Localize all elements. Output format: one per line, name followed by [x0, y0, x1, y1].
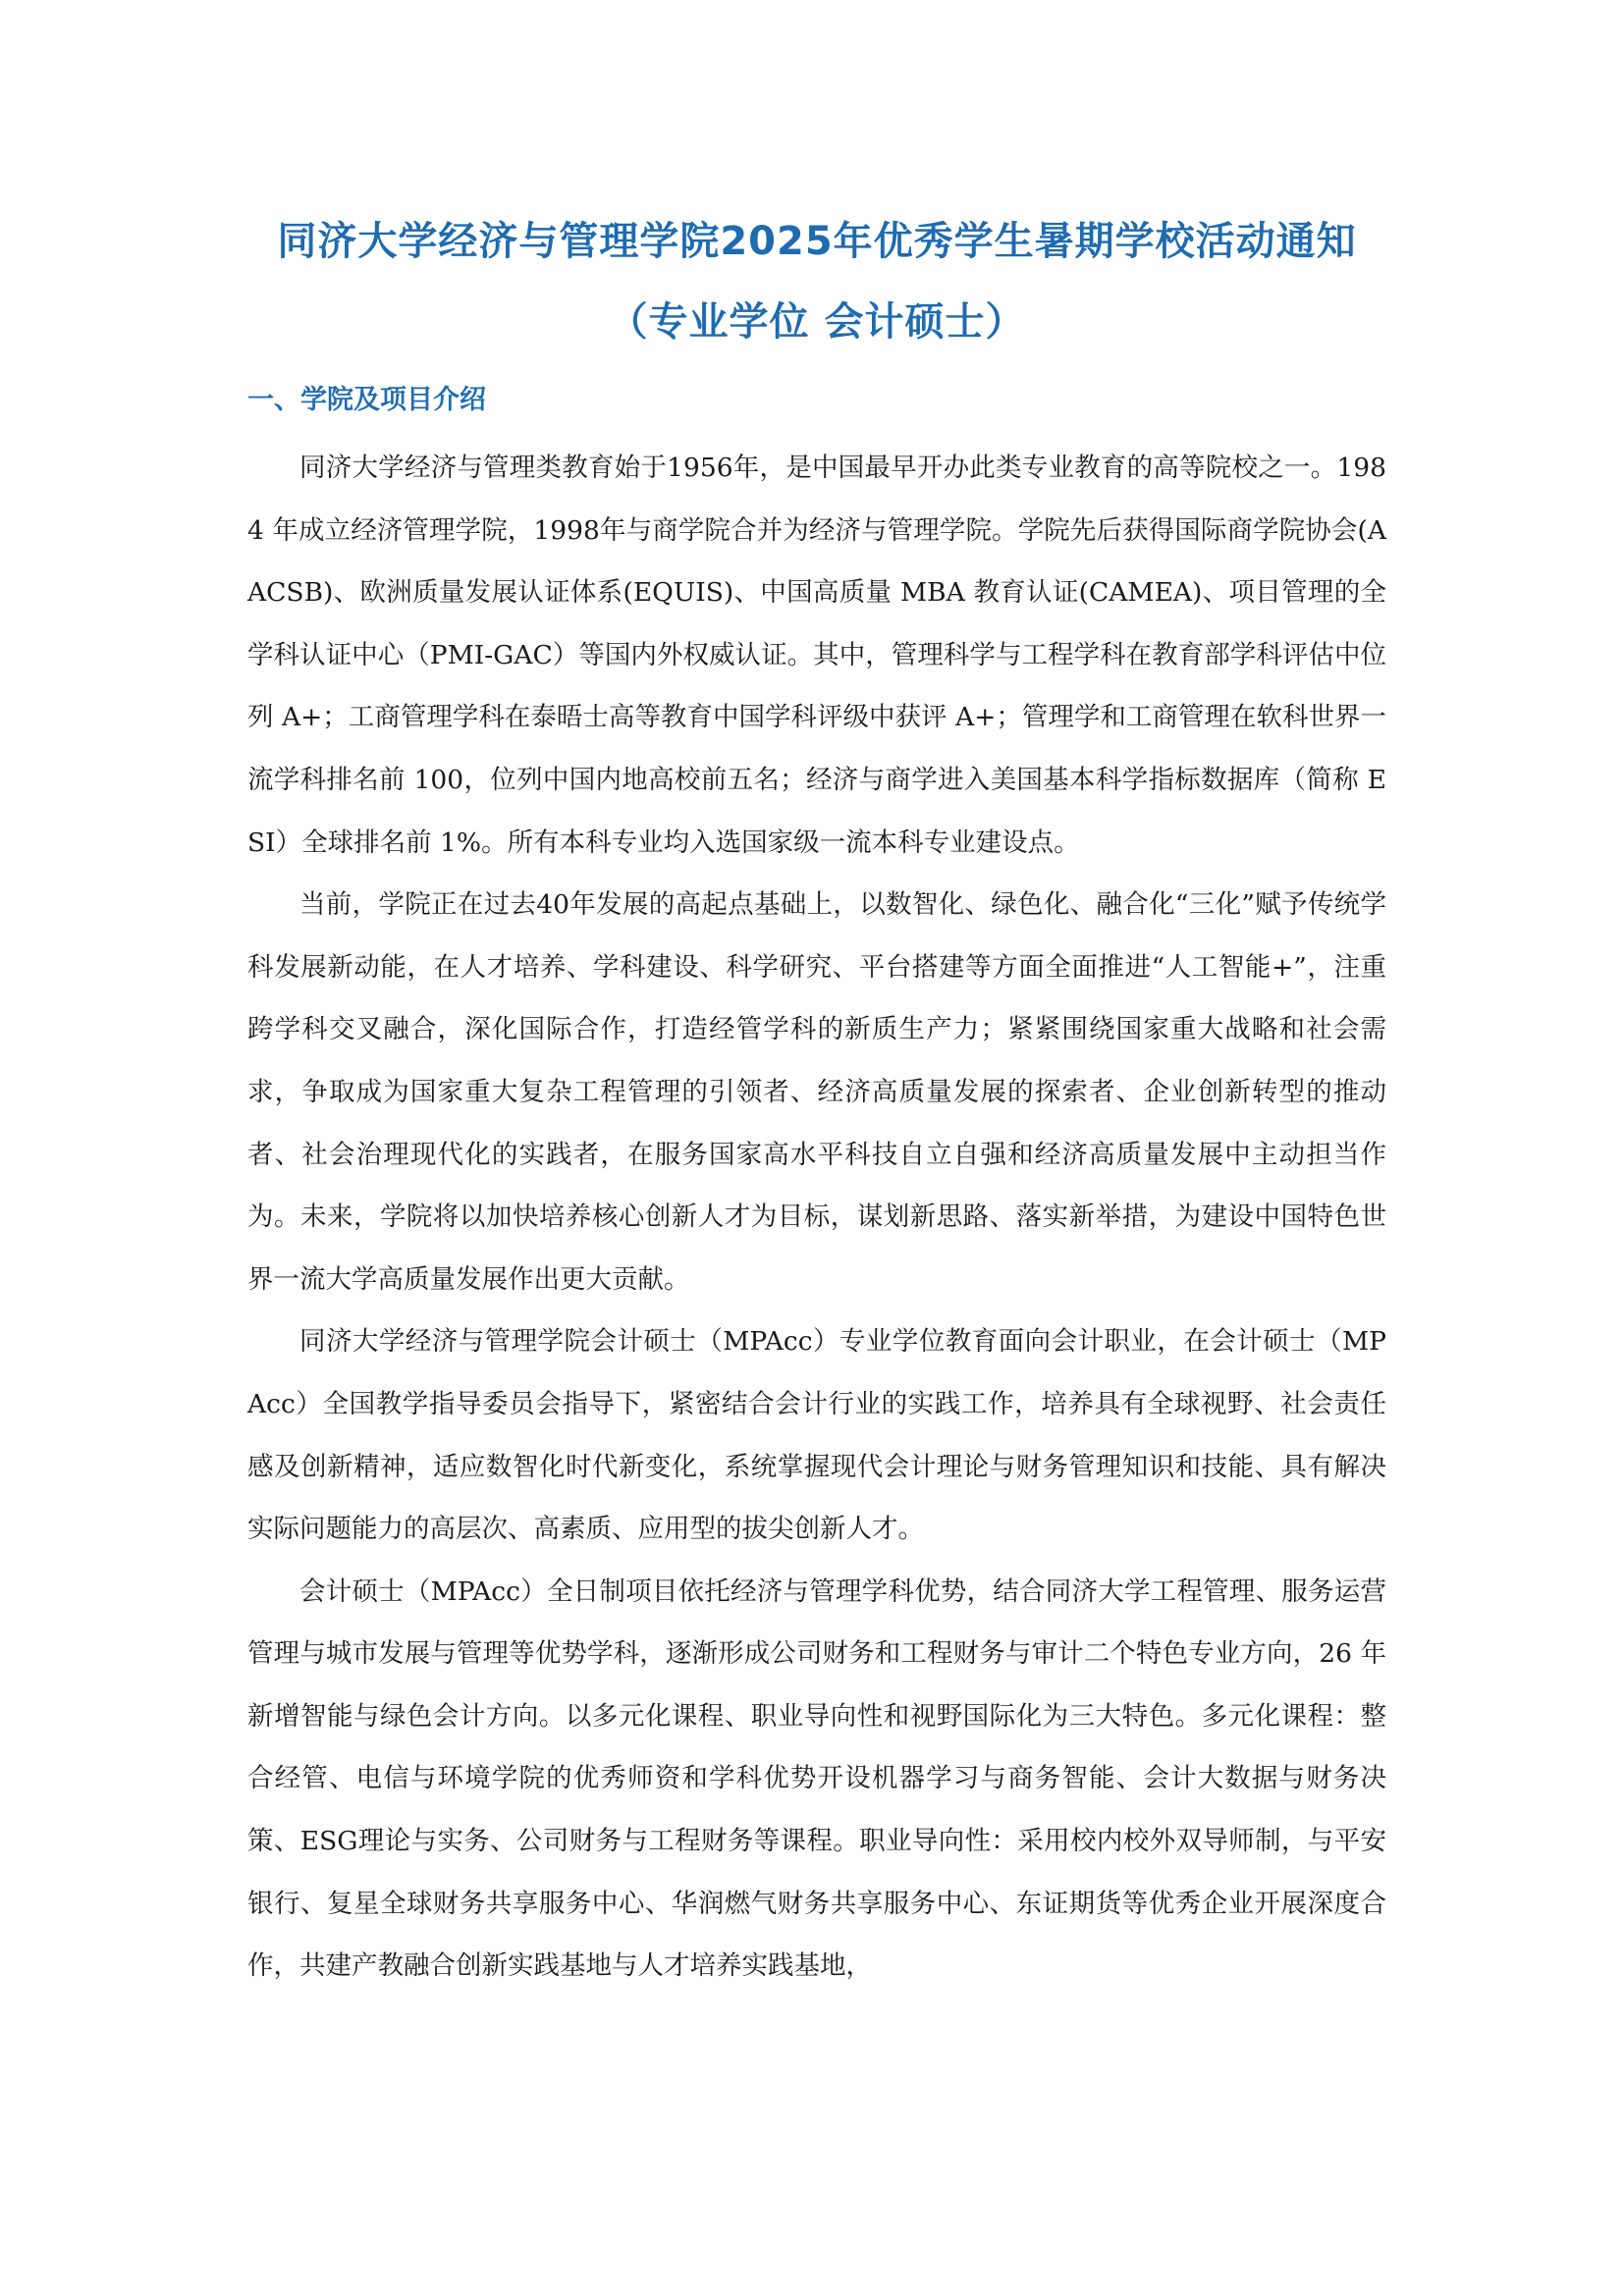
paragraph: 同济大学经济与管理学院会计硕士（MPAcc）专业学位教育面向会计职业，在会计硕士（MPAcc）全国教学指导委员会指导下，紧密结合会计行业的实践工作，培养具有全球视野、社会责任感及创新精神，适应数智化时代新变化，系统掌握现代会计理论与财务管理知识和技能、具有解决实际问题能力的高层次、高素质、应用型的拔尖创新人才。 [247, 1326, 1386, 1545]
paragraph: 会计硕士（MPAcc）全日制项目依托经济与管理学科优势，结合同济大学工程管理、服务运营管理与城市发展与管理等优势学科，逐渐形成公司财务和工程财务与审计二个特色专业方向，26 年新增智能与绿色会计方向。以多元化课程、职业导向性和视野国际化为三大特色。多元化课程：整合经管、电信与环境学院的优秀师资和学科优势开设机器学习与商务智能、会计大数据与财务决策、ESG理论与实务、公司财务与工程财务等课程。职业导向性：采用校内校外双导师制，与平安银行、复星全球财务共享服务中心、华润燃气财务共享服务中心、东证期货等优秀企业开展深度合作，共建产教融合创新实践基地与人才培养实践基地， [247, 1575, 1386, 1982]
document-subtitle: （专业学位 会计硕士） [608, 299, 1026, 345]
paragraph: 当前，学院正在过去40年发展的高起点基础上，以数智化、绿色化、融合化“三化”赋予传统学科发展新动能，在人才培养、学科建设、科学研究、平台搭建等方面全面推进“人工智能+”，注重跨学科交叉融合，深化国际合作，打造经管学科的新质生产力；紧紧围绕国家重大战略和社会需求，争取成为国家重大复杂工程管理的引领者、经济高质量发展的探索者、企业创新转型的推动者、社会治理现代化的实践者，在服务国家高水平科技自立自强和经济高质量发展中主动担当作为。未来，学院将以加快培养核心创新人才为目标，谋划新思路、落实新举措，为建设中国特色世界一流大学高质量发展作出更大贡献。 [247, 889, 1386, 1295]
document-title: 同济大学经济与管理学院2025年优秀学生暑期学校活动通知 [277, 219, 1357, 264]
section-heading: 一、学院及项目介绍 [247, 385, 486, 415]
body-text [247, 437, 1386, 1998]
paragraph: 同济大学经济与管理类教育始于1956年，是中国最早开办此类专业教育的高等院校之一。1984 年成立经济管理学院，1998年与商学院合并为经济与管理学院。学院先后获得国际商学院协会(AACSB)、欧洲质量发展认证体系(EQUIS)、中国高质量 MBA 教育认证(CAMEA)、项目管理的全学科认证中心（PMI-GAC）等国内外权威认证。其中，管理科学与工程学科在教育部学科评估中位列 A+；工商管理学科在泰晤士高等教育中国学科评级中获评 A+；管理学和工商管理在软科世界一流学科排名前 100，位列中国内地高校前五名；经济与商学进入美国基本科学指标数据库（简称 ESI）全球排名前 1%。所有本科专业均入选国家级一流本科专业建设点。 [247, 453, 1386, 858]
